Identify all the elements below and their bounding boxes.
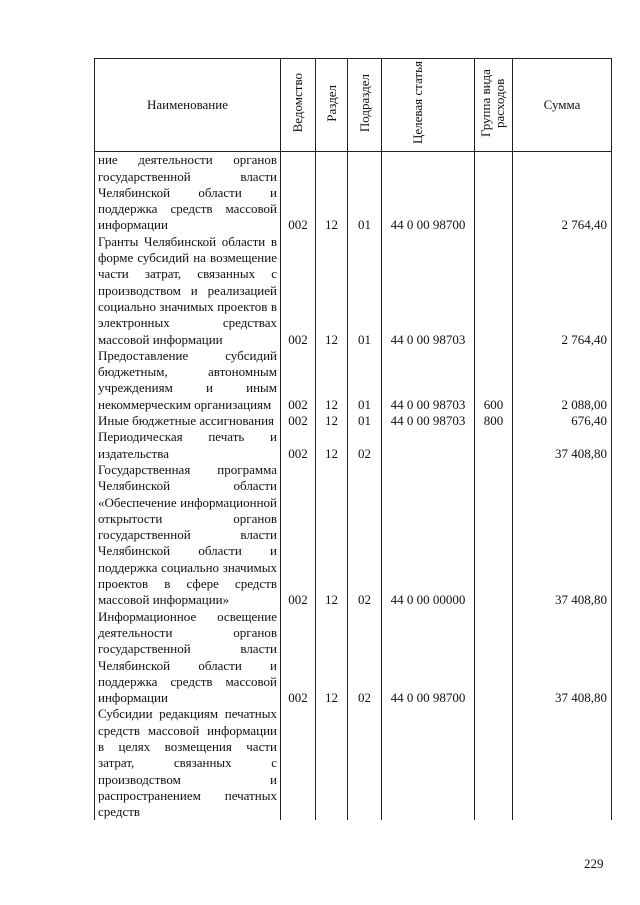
- cell-celevaya-statya: 44 0 00 98700: [382, 609, 475, 707]
- cell-razdel: [316, 706, 348, 820]
- cell-vedomstvo: 002: [281, 429, 316, 462]
- page-number: 229: [584, 856, 604, 871]
- cell-name: Государственная программа Челябинской области «Обеспечение информационной открытости органов государственной власти Челябинской области и поддержка социально значимых проектов в сфере средств массовой информации»: [95, 462, 281, 609]
- cell-celevaya-statya: [382, 706, 475, 820]
- cell-podrazdel: 01: [348, 413, 382, 429]
- cell-razdel: 12: [316, 348, 348, 413]
- cell-gruppa: [475, 706, 513, 820]
- table-row: [95, 413, 612, 429]
- cell-celevaya-statya: 44 0 00 98703: [382, 413, 475, 429]
- cell-summa: 2 088,00: [513, 348, 612, 413]
- cell-summa: 2 764,40: [513, 234, 612, 348]
- cell-name: Предоставление субсидий бюджетным, автономным учреждениям и иным некоммерческим организациям: [95, 348, 281, 413]
- table-body: [95, 152, 612, 821]
- header-vedomstvo: Ведомство: [281, 59, 316, 152]
- cell-celevaya-statya: 44 0 00 98703: [382, 234, 475, 348]
- cell-name: ние деятельности органов государственной власти Челябинской области и поддержка средств массовой информации: [95, 152, 281, 234]
- cell-summa: 37 408,80: [513, 429, 612, 462]
- header-gruppa-vida-raskhodov: Группа вида расходов: [475, 59, 513, 152]
- cell-celevaya-statya: 44 0 00 98703: [382, 348, 475, 413]
- table-row: [95, 609, 612, 707]
- table-row: [95, 152, 612, 234]
- cell-vedomstvo: 002: [281, 348, 316, 413]
- cell-name: Гранты Челябинской области в форме субсидий на возмещение части затрат, связанных с производством и реализацией социально значимых проектов в электронных средствах массовой информации: [95, 234, 281, 348]
- table-row: [95, 234, 612, 348]
- header-celevaya-statya: Целевая статья: [382, 59, 475, 152]
- cell-vedomstvo: 002: [281, 152, 316, 234]
- cell-name: Информационное освещение деятельности органов государственной власти Челябинской области и поддержка средств массовой информации: [95, 609, 281, 707]
- cell-vedomstvo: 002: [281, 462, 316, 609]
- cell-celevaya-statya: [382, 429, 475, 462]
- cell-podrazdel: 01: [348, 348, 382, 413]
- cell-name: Периодическая печать и издательства: [95, 429, 281, 462]
- cell-razdel: 12: [316, 429, 348, 462]
- cell-summa: 37 408,80: [513, 609, 612, 707]
- cell-celevaya-statya: 44 0 00 00000: [382, 462, 475, 609]
- table-row: [95, 429, 612, 462]
- cell-summa: [513, 706, 612, 820]
- table-header: [95, 59, 612, 152]
- cell-gruppa: [475, 609, 513, 707]
- cell-gruppa: [475, 429, 513, 462]
- cell-podrazdel: 02: [348, 429, 382, 462]
- header-summa: Сумма: [513, 59, 612, 152]
- cell-razdel: 12: [316, 152, 348, 234]
- cell-summa: 2 764,40: [513, 152, 612, 234]
- cell-podrazdel: [348, 706, 382, 820]
- header-razdel: Раздел: [316, 59, 348, 152]
- cell-gruppa: [475, 234, 513, 348]
- cell-razdel: 12: [316, 609, 348, 707]
- cell-gruppa: 600: [475, 348, 513, 413]
- cell-summa: 676,40: [513, 413, 612, 429]
- cell-podrazdel: 01: [348, 152, 382, 234]
- cell-vedomstvo: 002: [281, 413, 316, 429]
- cell-name: Субсидии редакциям печатных средств массовой информации в целях возмещения части затрат, связанных с производством и распространением печатных средств: [95, 706, 281, 820]
- cell-podrazdel: 02: [348, 462, 382, 609]
- cell-razdel: 12: [316, 413, 348, 429]
- cell-name: Иные бюджетные ассигнования: [95, 413, 281, 429]
- cell-vedomstvo: 002: [281, 234, 316, 348]
- budget-table: [94, 58, 612, 820]
- cell-razdel: 12: [316, 462, 348, 609]
- cell-gruppa: [475, 152, 513, 234]
- cell-razdel: 12: [316, 234, 348, 348]
- cell-podrazdel: 01: [348, 234, 382, 348]
- header-podrazdel: Подраздел: [348, 59, 382, 152]
- cell-summa: 37 408,80: [513, 462, 612, 609]
- table-row: [95, 462, 612, 609]
- cell-celevaya-statya: 44 0 00 98700: [382, 152, 475, 234]
- cell-gruppa: 800: [475, 413, 513, 429]
- cell-vedomstvo: [281, 706, 316, 820]
- table-row: [95, 348, 612, 413]
- cell-vedomstvo: 002: [281, 609, 316, 707]
- header-name: Наименование: [95, 59, 281, 152]
- cell-podrazdel: 02: [348, 609, 382, 707]
- table-row: [95, 706, 612, 820]
- cell-gruppa: [475, 462, 513, 609]
